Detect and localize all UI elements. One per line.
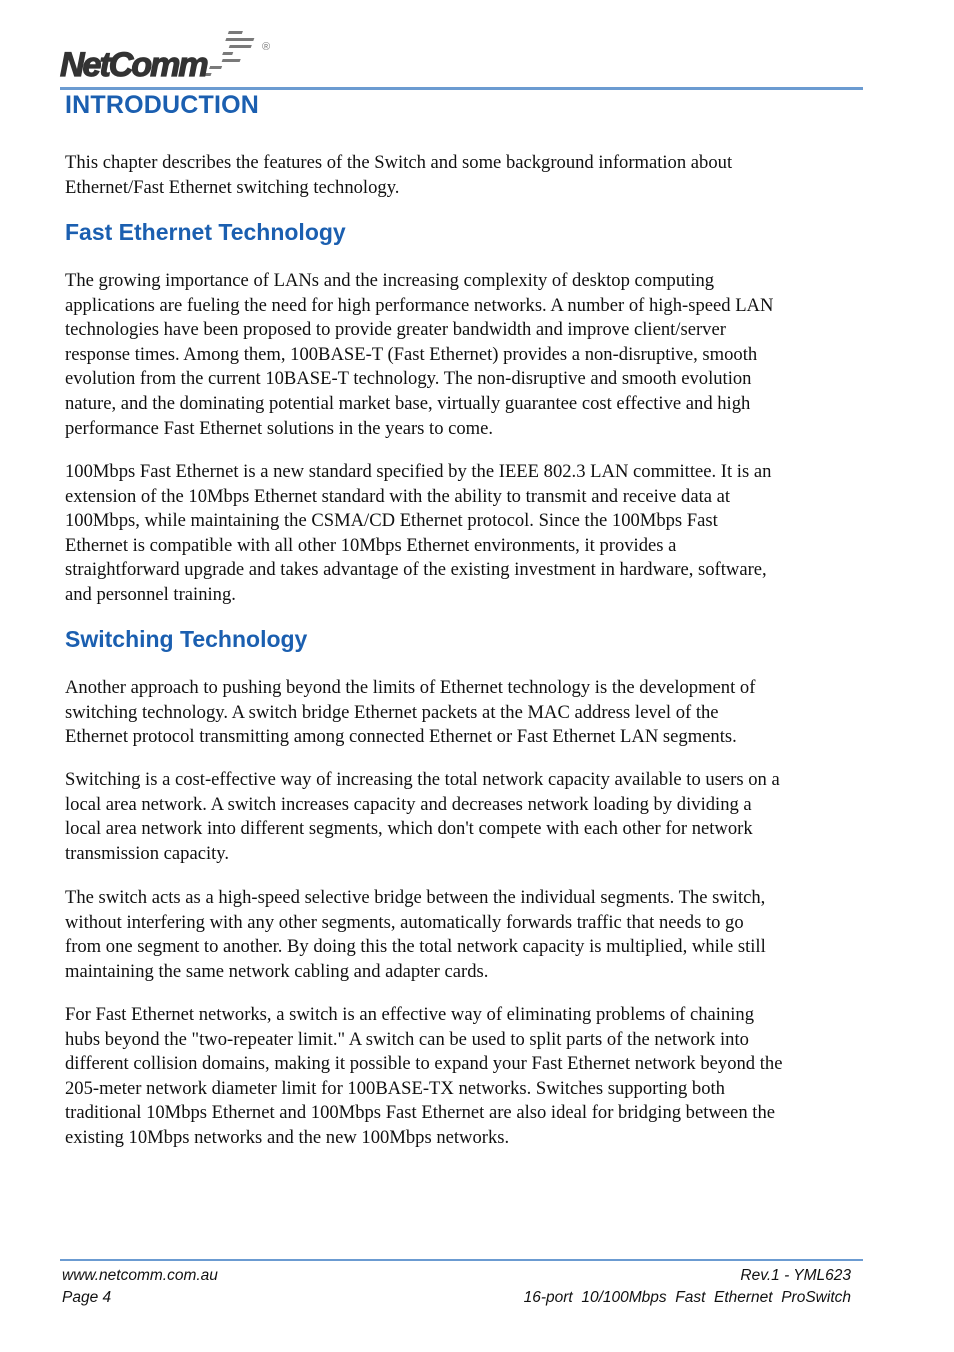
fast-ethernet-paragraph-1: The growing importance of LANs and the increasing complexity of desktop computing applications are fueling the need for high performance networks. A number of high-speed LAN technologies have been proposed to provide greater bandwidth and improve client/server response times. Among them, 100BASE-T (Fast Ethernet) provides a non-disruptive, smooth evolution from the current 10BASE-T technology. The non-disruptive and smooth evolution nature, and the dominating potential market base, virtually guarantee cost effective and high performance Fast Ethernet solutions in the years to come. (65, 270, 774, 439)
netcomm-logo (54, 28, 284, 84)
footer-product-name: 16-port 10/100Mbps Fast Ethernet ProSwitch (523, 1289, 851, 1306)
header-rule (60, 87, 863, 90)
footer-revision: Rev.1 - YML623 (740, 1267, 851, 1284)
footer-rule (60, 1259, 863, 1261)
switching-paragraph-2: Switching is a cost-effective way of increasing the total network capacity available to users on a local area network. A switch increases capacity and decreases network loading by dividing a local area network into different segments, which don't compete with each other for network transmission capacity. (65, 769, 780, 864)
switching-paragraph-4: For Fast Ethernet networks, a switch is an effective way of eliminating problems of chaining hubs beyond the "two-repeater limit." A switch can be used to split parts of the network into different collision domains, making it possible to expand your Fast Ethernet network beyond the 205-meter network diameter limit for 100BASE-TX networks. Switches supporting both traditional 10Mbps Ethernet and 100Mbps Fast Ethernet are also ideal for bridging between the existing 10Mbps networks and the new 100Mbps networks. (65, 1004, 783, 1148)
section-title-fast-ethernet: Fast Ethernet Technology (65, 219, 346, 245)
footer-page-number: Page 4 (62, 1289, 112, 1306)
page-title: INTRODUCTION (65, 91, 260, 119)
intro-paragraph: This chapter describes the features of the Switch and some background information about Ethernet/Fast Ethernet switching technology. (65, 152, 733, 198)
switching-paragraph-1: Another approach to pushing beyond the limits of Ethernet technology is the development of switching technology. A switch bridge Ethernet packets at the MAC address level of the Ethernet protocol transmitting among connected Ethernet or Fast Ethernet LAN segments. (65, 677, 756, 748)
logo-registered-mark: ® (262, 41, 271, 53)
section-title-switching: Switching Technology (65, 626, 308, 652)
fast-ethernet-paragraph-2: 100Mbps Fast Ethernet is a new standard specified by the IEEE 802.3 LAN committee. It is an extension of the 10Mbps Ethernet standard with the ability to transmit and receive data at 100Mbps, while maintaining the CSMA/CD Ethernet protocol. Since the 100Mbps Fast Ethernet is compatible with all other 10Mbps Ethernet environments, it provides a straightforward upgrade and takes advantage of the existing investment in hardware, software, and personnel training. (65, 461, 772, 605)
logo-wordmark: NetComm (60, 46, 207, 84)
footer-website: www.netcomm.com.au (62, 1267, 218, 1284)
logo-dashes (203, 31, 255, 76)
switching-paragraph-3: The switch acts as a high-speed selective bridge between the individual segments. The switch, without interfering with any other segments, automatically forwards traffic that needs to go from one segment to another. By doing this the total network capacity is multiplied, while still maintaining the same network cabling and adapter cards. (65, 887, 766, 982)
